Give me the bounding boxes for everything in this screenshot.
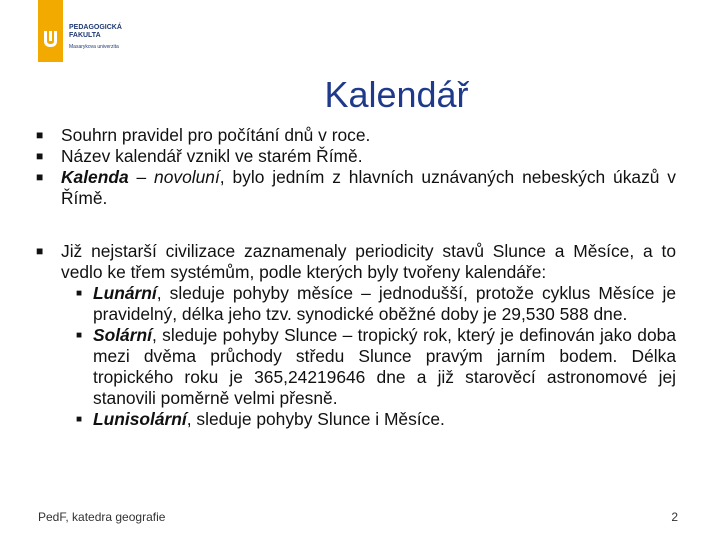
square-bullet-icon: ■ bbox=[76, 414, 83, 425]
bullet-text: Název kalendář vznikl ve starém Římě. bbox=[61, 146, 363, 166]
term-lunar: Lunární bbox=[93, 283, 157, 303]
bullet-item-1 bbox=[36, 125, 676, 146]
square-bullet-icon: ■ bbox=[76, 330, 83, 341]
bullet-text: Již nejstarší civilizace zaznamenaly periodicity stavů Slunce a Měsíce, a to vedlo ke třem systémům, podle kterých byly tvořeny kalendáře: bbox=[61, 241, 676, 282]
slide-content bbox=[36, 125, 676, 430]
square-bullet-icon: ■ bbox=[36, 149, 44, 163]
term-solar: Solární bbox=[93, 325, 152, 345]
bullet-text: , bylo jedním z hlavních uznávaných nebeských úkazů v Římě. bbox=[61, 167, 677, 208]
bullet-text: Souhrn pravidel pro počítání dnů v roce. bbox=[61, 125, 371, 145]
term-novoluni: novoluní bbox=[154, 167, 220, 187]
page-title: Kalendář bbox=[324, 74, 469, 115]
square-bullet-icon: ■ bbox=[36, 244, 44, 258]
subitem-solar bbox=[36, 325, 676, 409]
square-bullet-icon: ■ bbox=[36, 170, 44, 184]
logo-university: Masarykova univerzita bbox=[69, 44, 119, 50]
faculty-logo bbox=[38, 0, 138, 68]
logo-text bbox=[69, 24, 122, 40]
square-bullet-icon: ■ bbox=[76, 288, 83, 299]
bullet-item-4 bbox=[36, 241, 676, 283]
term-lunisolar: Lunisolární bbox=[93, 409, 187, 429]
subitem-lunar bbox=[36, 283, 676, 325]
term-kalenda: Kalenda bbox=[61, 167, 129, 187]
logo-line1: PEDAGOGICKÁ bbox=[69, 24, 122, 31]
page-number: 2 bbox=[671, 510, 678, 524]
logo-bar bbox=[38, 0, 63, 62]
subitem-text: , sleduje pohyby měsíce – jednodušší, protože cyklus Měsíce je pravidelný, délka jeho tzv. synodické oběžné doby je 29,530 588 dne. bbox=[93, 283, 676, 324]
bullet-item-3 bbox=[36, 167, 676, 209]
subitem-text: , sleduje pohyby Slunce – tropický rok, který je definován jako doba mezi dvěma průchody středu Slunce pravým jarním bodem. Délka tropického roku je 365,24219646 dne a již starověcí astronomové jej stanovili poměrně velmi přesně. bbox=[93, 325, 676, 408]
subitem-text: , sleduje pohyby Slunce i Měsíce. bbox=[186, 409, 445, 429]
bullet-item-2 bbox=[36, 146, 676, 167]
footer-text: PedF, katedra geografie bbox=[38, 510, 166, 524]
square-bullet-icon: ■ bbox=[36, 128, 44, 142]
university-icon bbox=[43, 30, 58, 48]
subitem-lunisolar bbox=[36, 409, 676, 430]
dash: – bbox=[128, 167, 155, 187]
logo-line2: FAKULTA bbox=[69, 32, 101, 39]
